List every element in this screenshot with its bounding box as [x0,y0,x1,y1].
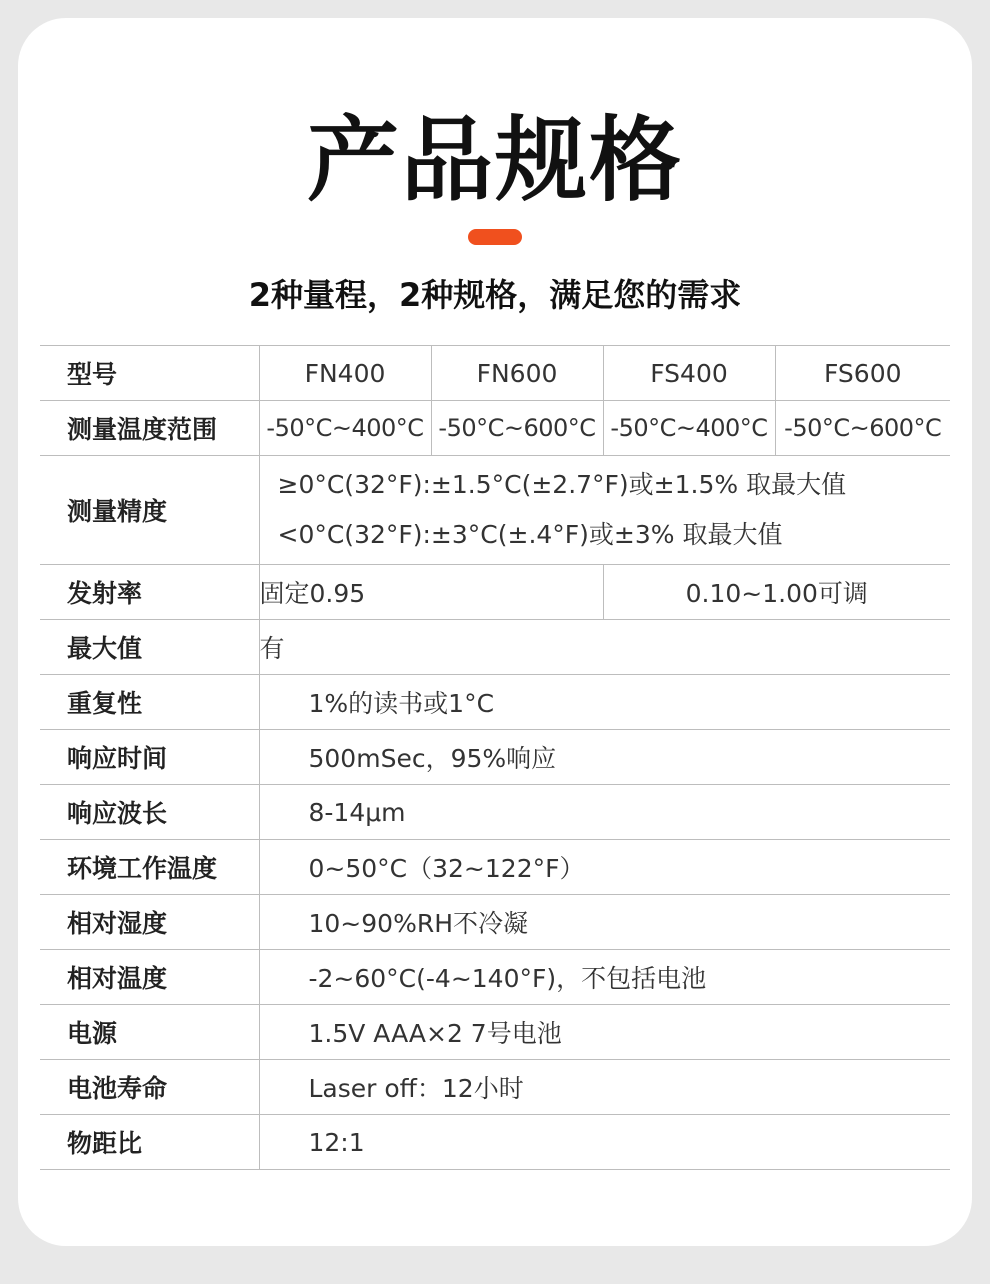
row-label: 相对湿度 [40,895,259,950]
row-label: 重复性 [40,675,259,730]
row-label: 电源 [40,1005,259,1060]
range-cell: -50°C~600°C [431,401,603,456]
range-cell: -50°C~400°C [603,401,775,456]
accuracy-cell [259,456,950,565]
accuracy-line: ≥0°C(32°F):±1.5°C(±2.7°F)或±1.5% 取最大值 [277,470,847,499]
row-value: 12:1 [259,1115,950,1170]
table-row [40,950,950,1005]
table-row-model [40,346,950,401]
table-row-max [40,620,950,675]
table-row [40,785,950,840]
model-cell: FS400 [603,346,775,401]
row-label: 型号 [40,346,259,401]
table-row-emissivity [40,565,950,620]
table-row-accuracy [40,456,950,565]
page-subtitle: 2种量程，2种规格，满足您的需求 [248,276,742,314]
row-value: -2~60°C(-4~140°F)，不包括电池 [259,950,950,1005]
table-row [40,675,950,730]
title-accent-bar [468,229,522,245]
row-value: Laser off：12小时 [259,1060,950,1115]
table-row [40,840,950,895]
row-label: 发射率 [40,565,259,620]
row-value: 8-14μm [259,785,950,840]
row-label: 最大值 [40,620,259,675]
row-label: 测量温度范围 [40,401,259,456]
accuracy-line: <0°C(32°F):±3°C(±.4°F)或±3% 取最大值 [277,520,783,549]
page-title: 产品规格 [306,107,683,214]
spec-table [40,345,950,1170]
row-label: 测量精度 [40,456,259,565]
model-cell: FN400 [259,346,431,401]
table-row [40,1060,950,1115]
row-label: 物距比 [40,1115,259,1170]
table-row-range [40,401,950,456]
row-label: 响应时间 [40,730,259,785]
spec-card [18,18,972,1246]
emissivity-adjustable-cell: 0.10~1.00可调 [603,565,950,620]
table-row [40,1115,950,1170]
row-value: 500mSec，95%响应 [259,730,950,785]
table-row [40,730,950,785]
row-value: 1.5V AAA×2 7号电池 [259,1005,950,1060]
range-cell: -50°C~600°C [775,401,950,456]
table-row [40,895,950,950]
row-label: 环境工作温度 [40,840,259,895]
row-label: 响应波长 [40,785,259,840]
row-value: 0~50°C（32~122°F） [259,840,950,895]
row-value: 1%的读书或1°C [259,675,950,730]
max-value-cell: 有 [259,620,950,675]
model-cell: FN600 [431,346,603,401]
table-row [40,1005,950,1060]
row-label: 电池寿命 [40,1060,259,1115]
row-label: 相对温度 [40,950,259,1005]
row-value: 10~90%RH不冷凝 [259,895,950,950]
model-cell: FS600 [775,346,950,401]
range-cell: -50°C~400°C [259,401,431,456]
emissivity-fixed-cell: 固定0.95 [259,565,603,620]
